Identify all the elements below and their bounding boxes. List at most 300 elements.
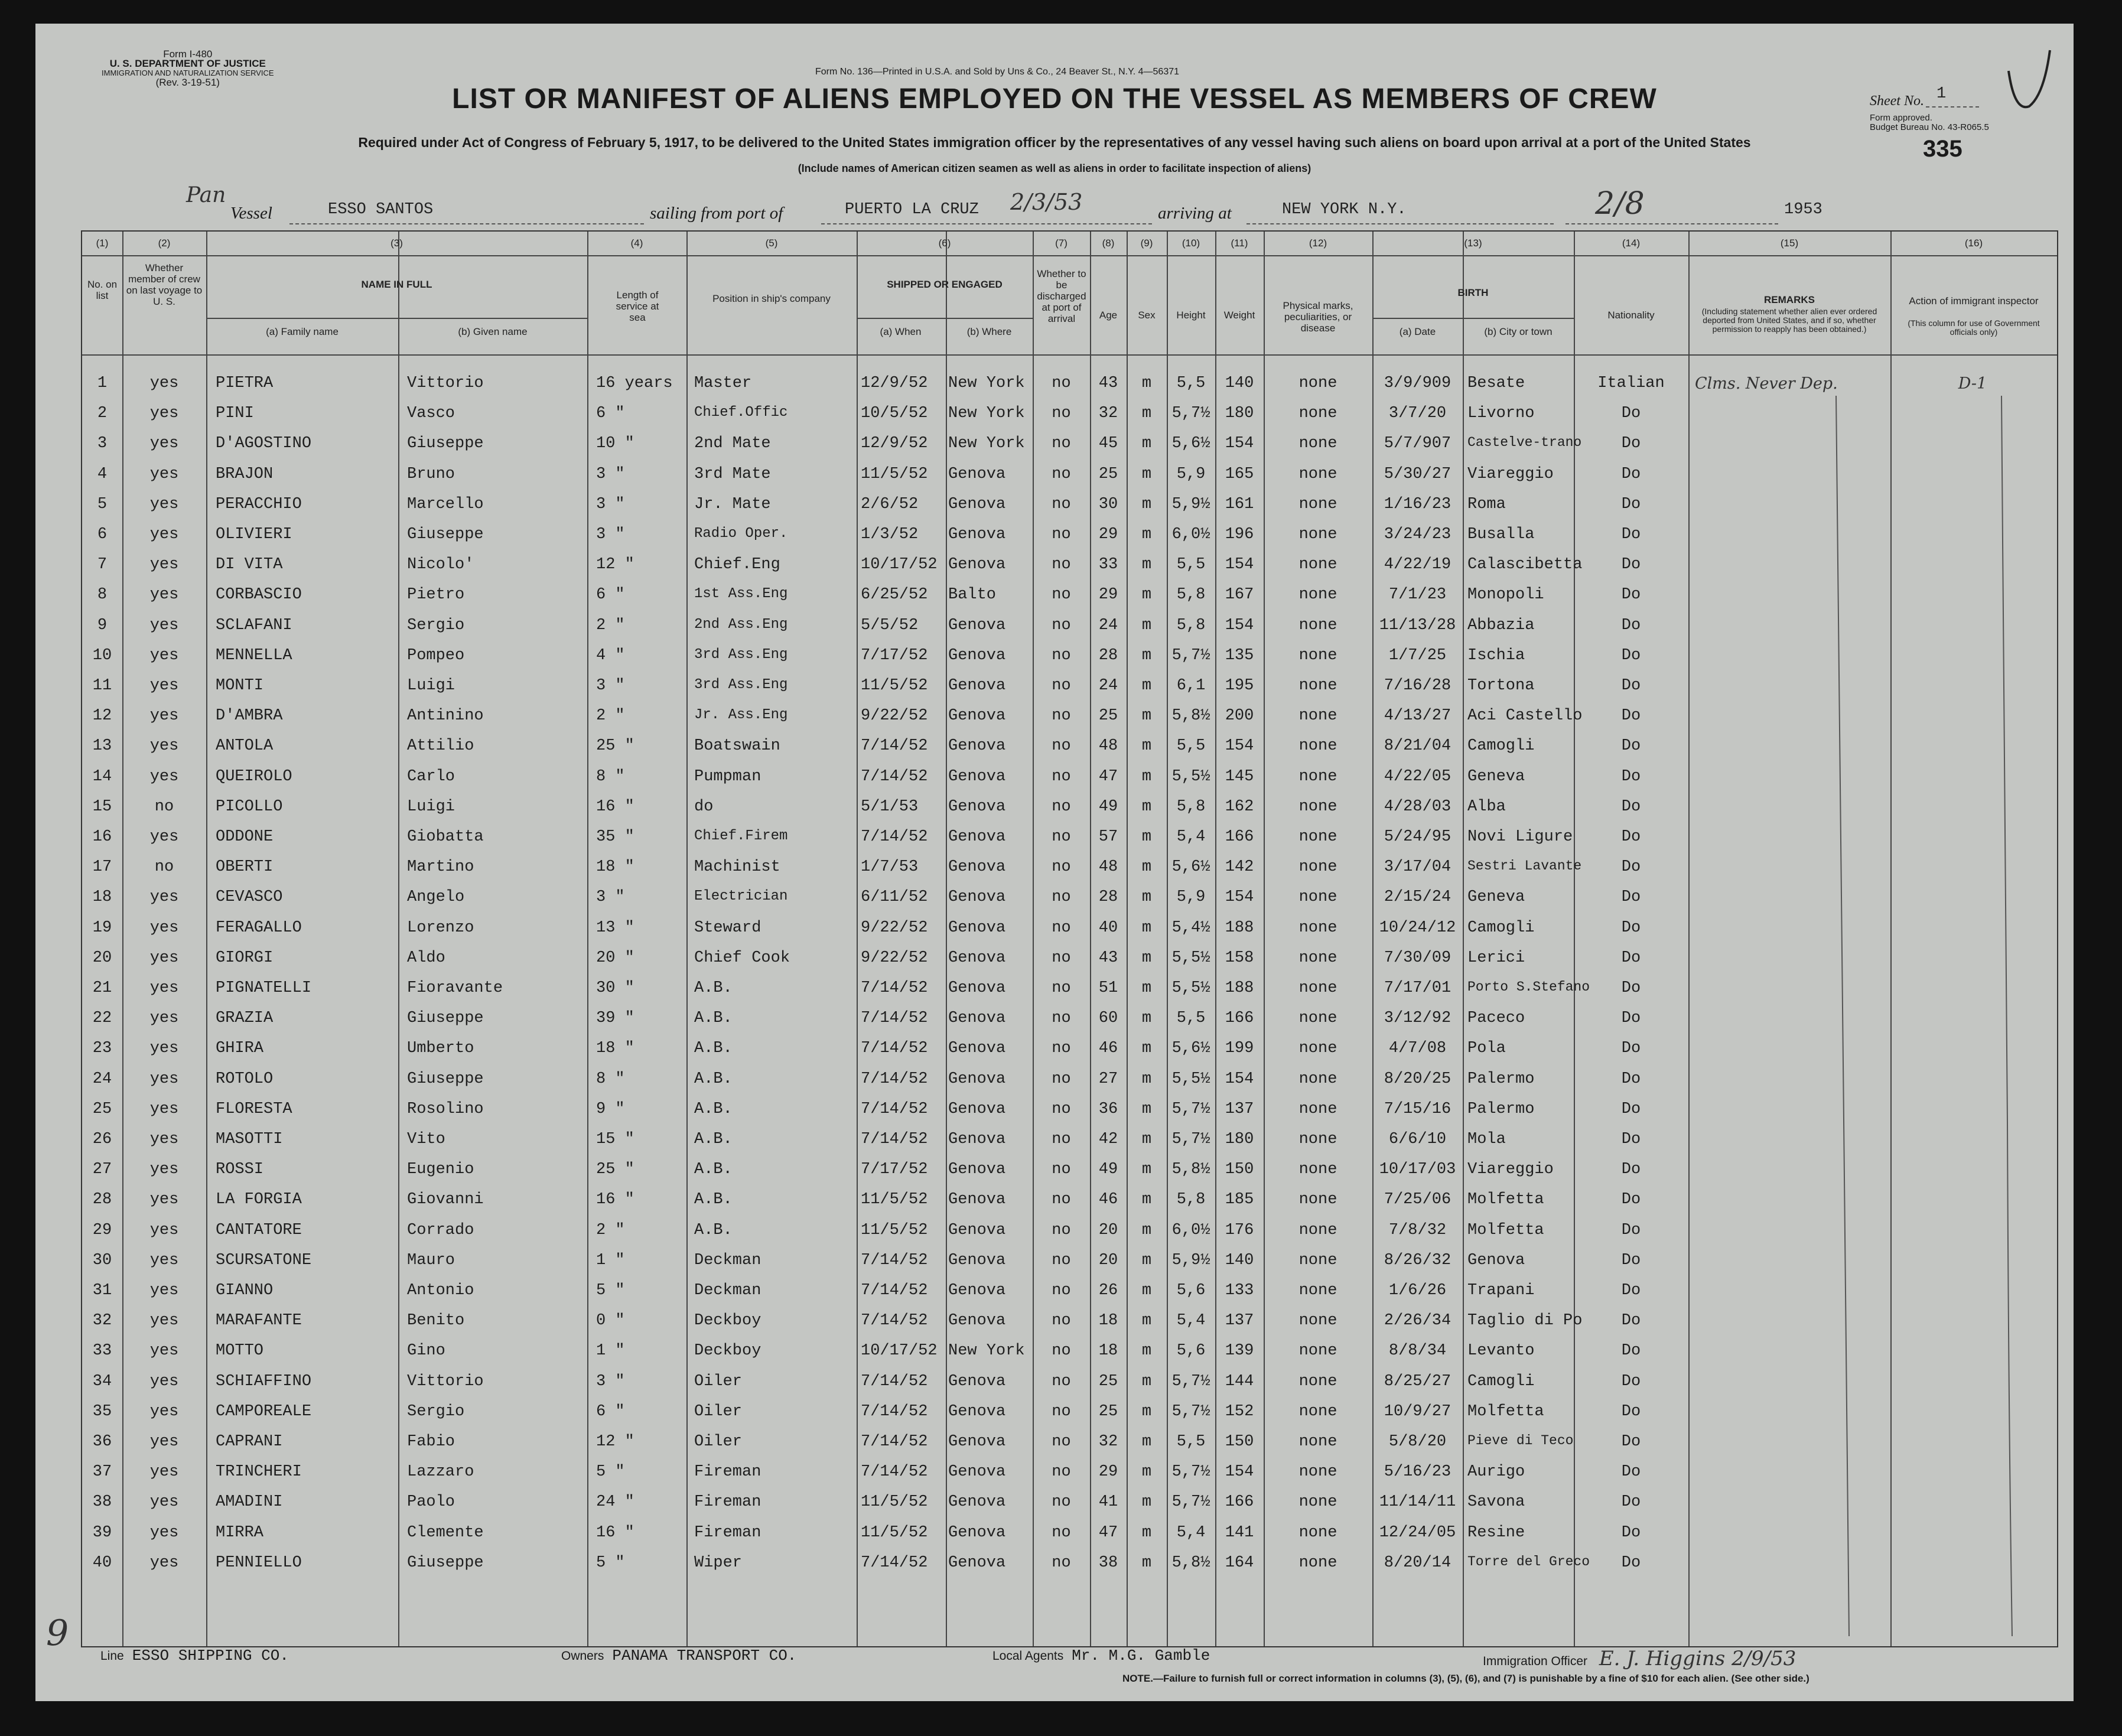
cell-weight: 150 <box>1225 1161 1254 1179</box>
cell-bdate: 4/28/03 <box>1384 797 1451 816</box>
sailing-date-handwritten: 2/3/53 <box>1010 189 1083 215</box>
cell-given: Lazzaro <box>407 1463 474 1481</box>
cell-when: 1/7/53 <box>861 858 919 877</box>
cell-position: 3rd Ass.Eng <box>694 677 788 693</box>
col-num: (12) <box>1309 237 1327 249</box>
header-height: Height <box>1176 310 1206 321</box>
cell-weight: 137 <box>1225 1100 1254 1118</box>
cell-when: 7/14/52 <box>861 1282 928 1299</box>
cell-age: 41 <box>1098 1493 1118 1512</box>
header-remarks: REMARKS <box>1764 294 1815 305</box>
footer-officer-label: Immigration Officer <box>1483 1654 1587 1668</box>
cell-family: PENNIELLO <box>216 1553 302 1572</box>
col-num: (13) <box>1464 237 1482 249</box>
cell-no: 14 <box>92 767 112 786</box>
cell-sex: m <box>1141 888 1152 907</box>
cell-no: 19 <box>92 919 112 937</box>
cell-given: Benito <box>407 1312 465 1330</box>
cell-sex: m <box>1141 1009 1152 1028</box>
cell-age: 46 <box>1098 1040 1118 1058</box>
cell-bdate: 4/22/19 <box>1384 556 1451 574</box>
cell-bdate: 6/6/10 <box>1388 1131 1447 1148</box>
cell-weight: 161 <box>1225 495 1254 513</box>
cell-nat: Do <box>1621 1342 1641 1360</box>
cell-service: 12 " <box>596 1433 634 1451</box>
cell-given: Marcello <box>407 495 484 513</box>
cell-position: A.B. <box>694 1161 733 1179</box>
header-shipped: SHIPPED OR ENGAGED <box>887 279 1003 290</box>
cell-marks: none <box>1298 526 1337 543</box>
cell-age: 33 <box>1098 556 1118 574</box>
cell-position: 3rd Mate <box>694 465 771 483</box>
cell-given: Giuseppe <box>407 1553 484 1572</box>
cell-weight: 166 <box>1225 828 1254 846</box>
cell-age: 36 <box>1098 1100 1118 1118</box>
cell-age: 24 <box>1098 616 1118 634</box>
cell-no: 7 <box>97 556 108 574</box>
col-num: (10) <box>1182 237 1200 249</box>
cell-service: 9 " <box>596 1100 625 1118</box>
cell-service: 2 " <box>596 616 625 634</box>
cell-weight: 180 <box>1225 405 1254 423</box>
form-id-line: (Rev. 3-19-51) <box>155 77 220 88</box>
cell-last: yes <box>149 737 179 755</box>
cell-last: yes <box>149 646 179 665</box>
cell-bdate: 7/1/23 <box>1388 586 1447 604</box>
cell-where: Genova <box>948 1282 1006 1299</box>
cell-marks: none <box>1298 919 1337 937</box>
cell-service: 6 " <box>596 1402 625 1421</box>
cell-height: 5,9 <box>1176 465 1206 483</box>
cell-family: ANTOLA <box>216 737 274 755</box>
cell-where: Genova <box>948 888 1006 907</box>
cell-position: 1st Ass.Eng <box>694 586 788 602</box>
cell-age: 45 <box>1098 435 1118 453</box>
cell-given: Martino <box>407 858 474 877</box>
col-num: (3) <box>390 237 403 249</box>
cell-bcity: Geneva <box>1467 767 1525 786</box>
cell-bdate: 5/30/27 <box>1384 465 1451 483</box>
header-sex: Sex <box>1138 310 1156 321</box>
cell-family: BRAJON <box>216 465 274 483</box>
cell-no: 21 <box>92 979 112 997</box>
cell-given: Luigi <box>407 797 455 816</box>
col-num: (6) <box>938 237 951 249</box>
cell-no: 9 <box>97 616 108 634</box>
cell-family: MIRRA <box>216 1523 264 1542</box>
cell-last: yes <box>149 1493 179 1512</box>
cell-height: 5,9½ <box>1171 495 1210 513</box>
cell-given: Giuseppe <box>407 526 484 543</box>
cell-no: 2 <box>97 405 108 423</box>
cell-bcity: Aurigo <box>1467 1463 1525 1481</box>
cell-disch: no <box>1052 374 1071 392</box>
cell-bcity: Tortona <box>1467 677 1535 695</box>
cell-disch: no <box>1052 1372 1071 1390</box>
officer-signature: E. J. Higgins 2/9/53 <box>1599 1647 1796 1670</box>
cell-height: 5,6 <box>1176 1342 1206 1360</box>
cell-age: 20 <box>1098 1221 1118 1239</box>
cell-weight: 196 <box>1225 526 1254 543</box>
arriving-label: arriving at <box>1158 204 1232 223</box>
cell-bcity: Livorno <box>1467 405 1535 423</box>
cell-height: 5,8 <box>1176 1191 1206 1209</box>
cell-when: 7/14/52 <box>861 1070 928 1088</box>
year: 1953 <box>1784 201 1822 219</box>
cell-given: Aldo <box>407 949 445 967</box>
cell-service: 3 " <box>596 526 625 543</box>
cell-disch: no <box>1052 1402 1071 1421</box>
col-num: (2) <box>158 237 171 249</box>
cell-no: 23 <box>92 1040 112 1058</box>
header-last-voyage: Whether member of crew on last voyage to U. S. <box>126 262 203 307</box>
cell-weight: 154 <box>1225 737 1254 755</box>
cell-when: 7/17/52 <box>861 646 928 665</box>
cell-sex: m <box>1141 949 1152 967</box>
cell-position: A.B. <box>694 1131 733 1148</box>
cell-service: 16 years <box>596 374 673 392</box>
cell-height: 5,8 <box>1176 797 1206 816</box>
cell-last: yes <box>149 526 179 543</box>
cell-marks: none <box>1298 465 1337 483</box>
cell-service: 13 " <box>596 919 634 937</box>
cell-marks: none <box>1298 858 1337 877</box>
cell-where: Genova <box>948 495 1006 513</box>
cell-bdate: 10/17/03 <box>1379 1161 1456 1179</box>
cell-nat: Do <box>1621 1131 1641 1148</box>
cell-weight: 165 <box>1225 465 1254 483</box>
cell-when: 5/5/52 <box>861 616 919 634</box>
cell-weight: 185 <box>1225 1191 1254 1209</box>
cell-service: 5 " <box>596 1553 625 1572</box>
cell-nat: Do <box>1621 586 1641 604</box>
col-num: (4) <box>630 237 643 249</box>
cell-last: yes <box>149 1402 179 1421</box>
cell-family: DI VITA <box>216 556 283 574</box>
cell-given: Carlo <box>407 767 455 786</box>
cell-family: SCHIAFFINO <box>216 1372 312 1390</box>
cell-when: 7/14/52 <box>861 1372 928 1390</box>
cell-service: 16 " <box>596 1191 634 1209</box>
cell-when: 11/5/52 <box>861 677 928 695</box>
cell-bdate: 8/21/04 <box>1384 737 1451 755</box>
col-num: (8) <box>1102 237 1115 249</box>
footer-owners-value: PANAMA TRANSPORT CO. <box>612 1647 797 1665</box>
cell-given: Rosolino <box>407 1100 484 1118</box>
cell-where: Genova <box>948 1463 1006 1481</box>
cell-no: 16 <box>92 828 112 846</box>
cell-bdate: 7/17/01 <box>1384 979 1451 997</box>
cell-nat: Do <box>1621 465 1641 483</box>
cell-disch: no <box>1052 919 1071 937</box>
cell-last: yes <box>149 767 179 786</box>
cell-marks: none <box>1298 677 1337 695</box>
cell-position: Oiler <box>694 1433 743 1451</box>
cell-no: 5 <box>97 495 108 513</box>
cell-when: 2/6/52 <box>861 495 919 513</box>
cell-marks: none <box>1298 1040 1337 1058</box>
cell-no: 22 <box>92 1009 112 1028</box>
cell-family: PINI <box>216 405 254 423</box>
cell-position: Wiper <box>694 1553 743 1572</box>
footer-line-value: ESSO SHIPPING CO. <box>132 1647 289 1665</box>
cell-position: Deckboy <box>694 1342 761 1360</box>
cell-nat: Do <box>1621 1312 1641 1330</box>
cell-bcity: Genova <box>1467 1251 1525 1269</box>
col-num: (16) <box>1964 237 1983 249</box>
cell-where: Genova <box>948 1040 1006 1058</box>
cell-height: 5,7½ <box>1171 646 1210 665</box>
cell-when: 11/5/52 <box>861 1493 928 1512</box>
cell-weight: 142 <box>1225 858 1254 877</box>
cell-nat: Do <box>1621 1251 1641 1269</box>
cell-last: yes <box>149 828 179 846</box>
cell-position: A.B. <box>694 1070 733 1088</box>
cell-family: OLIVIERI <box>216 526 292 543</box>
cell-bdate: 3/9/909 <box>1384 374 1451 392</box>
cell-when: 7/14/52 <box>861 1100 928 1118</box>
footer-line-label: Line <box>100 1649 124 1663</box>
cell-height: 5,5½ <box>1171 1070 1210 1088</box>
cell-height: 5,8½ <box>1171 707 1210 725</box>
cell-weight: 141 <box>1225 1523 1254 1542</box>
cell-bdate: 3/17/04 <box>1384 858 1451 877</box>
cell-position: A.B. <box>694 1191 733 1209</box>
cell-height: 5,5 <box>1176 1433 1206 1451</box>
margin-annotation: Pan <box>186 183 226 207</box>
cell-height: 5,7½ <box>1171 1372 1210 1390</box>
cell-when: 7/14/52 <box>861 1040 928 1058</box>
cell-weight: 139 <box>1225 1342 1254 1360</box>
cell-where: Genova <box>948 465 1006 483</box>
cell-given: Angelo <box>407 888 465 907</box>
cell-no: 27 <box>92 1161 112 1179</box>
cell-no: 25 <box>92 1100 112 1118</box>
form-id-line: U. S. DEPARTMENT OF JUSTICE <box>109 58 266 69</box>
cell-when: 6/25/52 <box>861 586 928 604</box>
cell-nat: Do <box>1621 1282 1641 1299</box>
cell-given: Antonio <box>407 1282 474 1299</box>
sailing-label: sailing from port of <box>650 204 783 223</box>
cell-when: 11/5/52 <box>861 1523 928 1542</box>
cell-sex: m <box>1141 1493 1152 1512</box>
cell-height: 6,1 <box>1176 677 1206 695</box>
cell-height: 5,7½ <box>1171 405 1210 423</box>
cell-nat: Italian <box>1597 374 1665 392</box>
cell-height: 5,5 <box>1176 556 1206 574</box>
cell-age: 25 <box>1098 707 1118 725</box>
cell-family: AMADINI <box>216 1493 283 1512</box>
cell-where: New York <box>948 374 1025 392</box>
col-num: (9) <box>1140 237 1153 249</box>
cell-weight: 166 <box>1225 1009 1254 1028</box>
cell-service: 25 " <box>596 737 634 755</box>
cell-position: Chief Cook <box>694 949 790 967</box>
cell-bdate: 10/24/12 <box>1379 919 1456 937</box>
cell-weight: 199 <box>1225 1040 1254 1058</box>
cell-service: 15 " <box>596 1131 634 1148</box>
cell-age: 18 <box>1098 1342 1118 1360</box>
cell-disch: no <box>1052 888 1071 907</box>
cell-position: A.B. <box>694 1009 733 1028</box>
cell-disch: no <box>1052 858 1071 877</box>
cell-weight: 154 <box>1225 1070 1254 1088</box>
cell-bdate: 11/14/11 <box>1379 1493 1456 1512</box>
cell-disch: no <box>1052 1131 1071 1148</box>
sheet-underline <box>1926 106 1979 108</box>
cell-nat: Do <box>1621 1040 1641 1058</box>
footer-line <box>100 1647 289 1665</box>
cell-family: SCURSATONE <box>216 1251 312 1269</box>
cell-given: Gino <box>407 1342 445 1360</box>
cell-last: yes <box>149 888 179 907</box>
cell-disch: no <box>1052 465 1071 483</box>
cell-weight: 154 <box>1225 1463 1254 1481</box>
cell-height: 5,5½ <box>1171 979 1210 997</box>
cell-height: 5,7½ <box>1171 1100 1210 1118</box>
cell-when: 9/22/52 <box>861 949 928 967</box>
cell-position: Jr. Mate <box>694 495 771 513</box>
cell-service: 10 " <box>596 435 634 453</box>
cell-where: Genova <box>948 828 1006 846</box>
cell-last: yes <box>149 556 179 574</box>
cell-last: yes <box>149 1342 179 1360</box>
footer-owners-label: Owners <box>561 1649 604 1663</box>
cell-given: Corrado <box>407 1221 474 1239</box>
cell-when: 11/5/52 <box>861 1221 928 1239</box>
cell-sex: m <box>1141 1433 1152 1451</box>
header-nationality: Nationality <box>1607 310 1655 321</box>
cell-nat: Do <box>1621 949 1641 967</box>
cell-last: yes <box>149 1191 179 1209</box>
cell-where: Genova <box>948 1553 1006 1572</box>
cell-bdate: 2/15/24 <box>1384 888 1451 907</box>
cell-when: 7/14/52 <box>861 1312 928 1330</box>
cell-sex: m <box>1141 1523 1152 1542</box>
cell-where: Genova <box>948 1070 1006 1088</box>
cell-bdate: 7/15/16 <box>1384 1100 1451 1118</box>
cell-family: OBERTI <box>216 858 274 877</box>
cell-position: Machinist <box>694 858 780 877</box>
cell-bdate: 2/26/34 <box>1384 1312 1451 1330</box>
cell-given: Attilio <box>407 737 474 755</box>
cell-when: 11/5/52 <box>861 465 928 483</box>
cell-nat: Do <box>1621 1191 1641 1209</box>
cell-height: 5,4½ <box>1171 919 1210 937</box>
cell-last: yes <box>149 405 179 423</box>
cell-last: yes <box>149 465 179 483</box>
cell-given: Giovanni <box>407 1191 484 1209</box>
cell-bcity: Camogli <box>1467 737 1535 755</box>
cell-when: 10/17/52 <box>861 1342 938 1360</box>
cell-bcity: Paceco <box>1467 1009 1525 1028</box>
cell-no: 4 <box>97 465 108 483</box>
cell-disch: no <box>1052 1040 1071 1058</box>
cell-weight: 200 <box>1225 707 1254 725</box>
cell-disch: no <box>1052 1251 1071 1269</box>
cell-age: 20 <box>1098 1251 1118 1269</box>
cell-age: 47 <box>1098 767 1118 786</box>
cell-family: QUEIROLO <box>216 767 292 786</box>
cell-disch: no <box>1052 405 1071 423</box>
cell-sex: m <box>1141 1191 1152 1209</box>
cell-height: 6,0½ <box>1171 1221 1210 1239</box>
cell-weight: 158 <box>1225 949 1254 967</box>
cell-height: 5,4 <box>1176 828 1206 846</box>
cell-sex: m <box>1141 1342 1152 1360</box>
cell-position: Jr. Ass.Eng <box>694 707 788 724</box>
cell-service: 1 " <box>596 1251 625 1269</box>
cell-bdate: 7/16/28 <box>1384 677 1451 695</box>
header-action: Action of immigrant inspector <box>1909 295 2039 307</box>
footer-agents-value: Mr. M.G. Gamble <box>1072 1647 1210 1665</box>
cell-where: Genova <box>948 1372 1006 1390</box>
cell-bcity: Trapani <box>1467 1282 1535 1299</box>
cell-last: yes <box>149 1100 179 1118</box>
cell-disch: no <box>1052 1282 1071 1299</box>
cell-height: 5,5 <box>1176 737 1206 755</box>
cell-position: Fireman <box>694 1463 761 1481</box>
col-num: (14) <box>1622 237 1641 249</box>
cell-last: yes <box>149 1312 179 1330</box>
cell-when: 12/9/52 <box>861 435 928 453</box>
cell-no: 36 <box>92 1433 112 1451</box>
cell-sex: m <box>1141 1463 1152 1481</box>
cell-sex: m <box>1141 677 1152 695</box>
cell-marks: none <box>1298 1070 1337 1088</box>
cell-weight: 154 <box>1225 435 1254 453</box>
cell-marks: none <box>1298 1009 1337 1028</box>
cell-marks: none <box>1298 1523 1337 1542</box>
cell-nat: Do <box>1621 1493 1641 1512</box>
cell-marks: none <box>1298 888 1337 907</box>
cell-height: 5,4 <box>1176 1312 1206 1330</box>
cell-bdate: 7/8/32 <box>1388 1221 1447 1239</box>
cell-disch: no <box>1052 707 1071 725</box>
cell-marks: none <box>1298 1251 1337 1269</box>
cell-disch: no <box>1052 1493 1071 1512</box>
cell-sex: m <box>1141 797 1152 816</box>
cell-position: Deckboy <box>694 1312 761 1330</box>
cell-position: Boatswain <box>694 737 780 755</box>
cell-bdate: 4/13/27 <box>1384 707 1451 725</box>
cell-weight: 152 <box>1225 1402 1254 1421</box>
cell-given: Bruno <box>407 465 455 483</box>
cell-family: SCLAFANI <box>216 616 292 634</box>
cell-no: 33 <box>92 1342 112 1360</box>
page-number: 335 <box>1923 136 1962 162</box>
cell-position: Chief.Firem <box>694 828 788 844</box>
cell-marks: none <box>1298 1493 1337 1512</box>
cell-bcity: Novi Ligure <box>1467 828 1573 846</box>
cell-age: 48 <box>1098 737 1118 755</box>
page-title: LIST OR MANIFEST OF ALIENS EMPLOYED ON THE VESSEL AS MEMBERS OF CREW <box>452 83 1657 115</box>
cell-family: D'AMBRA <box>216 707 283 725</box>
cell-disch: no <box>1052 737 1071 755</box>
cell-marks: none <box>1298 828 1337 846</box>
cell-service: 35 " <box>596 828 634 846</box>
cell-no: 24 <box>92 1070 112 1088</box>
cell-bdate: 4/7/08 <box>1388 1040 1447 1058</box>
cell-disch: no <box>1052 1009 1071 1028</box>
header-birth: BIRTH <box>1457 287 1489 298</box>
cell-given: Clemente <box>407 1523 484 1542</box>
cell-last: yes <box>149 1433 179 1451</box>
form-approved-line: Form approved. <box>1870 113 1932 123</box>
cell-given: Giobatta <box>407 828 484 846</box>
form-approved-line: Budget Bureau No. 43-R065.5 <box>1870 122 1989 132</box>
cell-age: 32 <box>1098 405 1118 423</box>
